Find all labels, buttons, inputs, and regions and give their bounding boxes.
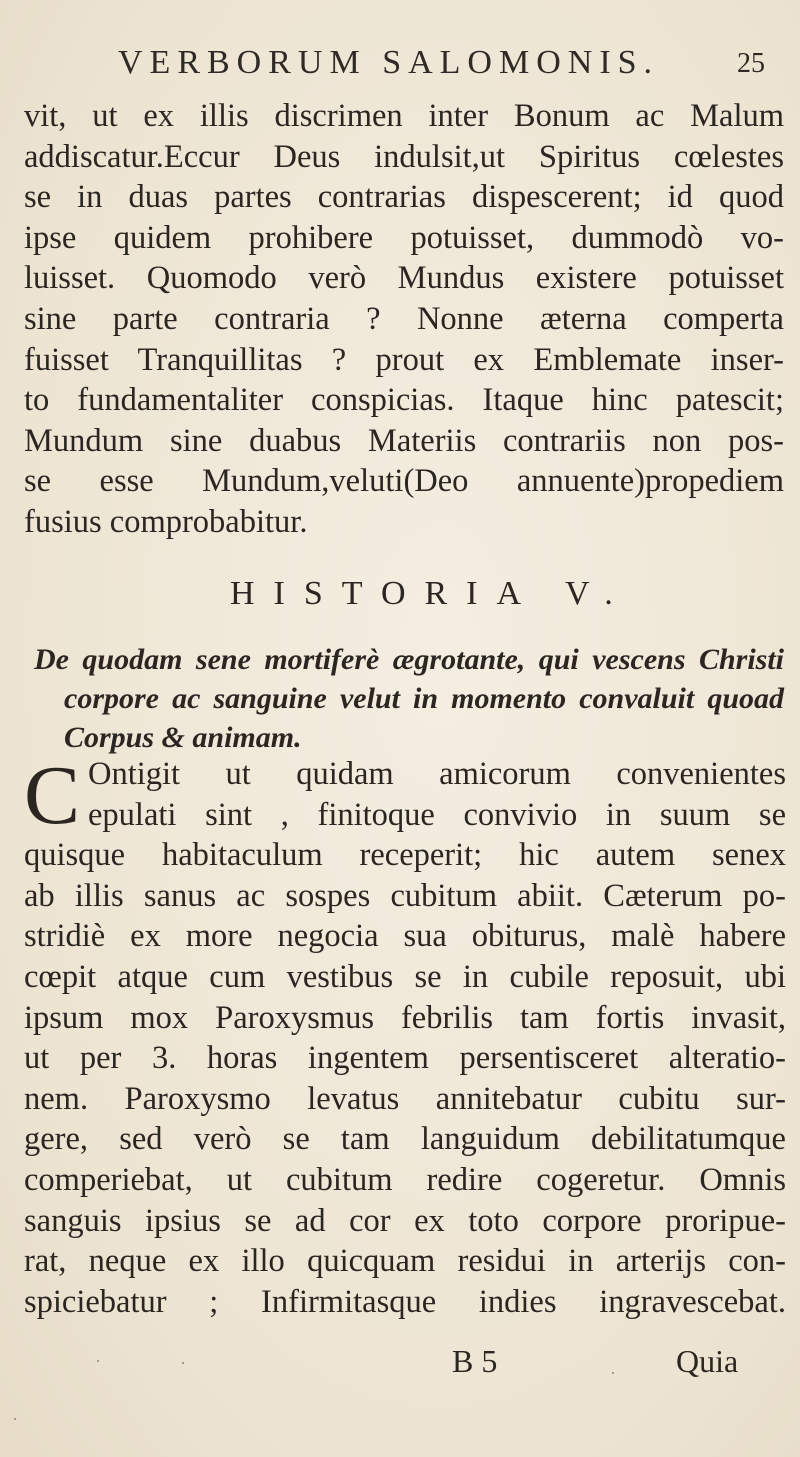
catchword: Quia [676, 1343, 739, 1379]
text-line: se esse Mundum,veluti(Deo annuente)propediem [24, 463, 784, 500]
paper-speck [182, 1362, 184, 1364]
text-line: se in duas partes contrarias dispescerent; id quod [24, 179, 784, 216]
text-line: Ontigit ut quidam amicorum convenientes [88, 756, 786, 792]
text-line: ab illis sanus ac sospes cubitum abiit. Cæterum po- [24, 877, 786, 914]
text-line: gere, sed verò se tam languidum debilitatumque [24, 1121, 786, 1158]
text-line: addiscatur.Eccur Deus indulsit,ut Spiritus cœlestes [24, 138, 784, 175]
text-line: vit, ut ex illis discrimen inter Bonum ac Malum [24, 98, 784, 134]
text-line: sine parte contraria ? Nonne æterna comperta [24, 300, 784, 337]
running-title: VERBORUM SALOMONIS. [118, 44, 660, 81]
drop-cap: C [24, 749, 81, 842]
text-line: epulati sint , finitoque convivio in suum se [88, 796, 786, 833]
text-line: ipsum mox Paroxysmus febrilis tam fortis invasit, [24, 999, 786, 1036]
page-footer [0, 1343, 800, 1387]
paper-speck [612, 1372, 614, 1374]
text-line: fusius comprobabitur. [24, 503, 308, 540]
text-line: Mundum sine duabus Materiis contrariis non pos- [24, 422, 784, 459]
section-subtitle [34, 640, 784, 757]
paper-speck [14, 1418, 16, 1420]
text-line: comperiebat, ut cubitum redire cogeretur. Omnis [24, 1161, 786, 1198]
text-line: nem. Paroxysmo levatus annitebatur cubitu sur- [24, 1080, 786, 1117]
text-line: spiciebatur ; Infirmitasque indies ingravescebat. [24, 1283, 786, 1320]
text-line: ipse quidem prohibere potuisset, dummodò vo- [24, 219, 784, 256]
subtitle-line: Corpus & animam. [64, 721, 302, 754]
text-line: sanguis ipsius se ad cor ex toto corpore proripue- [24, 1202, 786, 1239]
paper-speck [97, 1360, 99, 1362]
subtitle-line: De quodam sene mortiferè ægrotante, qui vescens Christi [34, 643, 784, 676]
text-line: cœpit atque cum vestibus se in cubile reposuit, ubi [24, 958, 786, 995]
subtitle-line: corpore ac sanguine velut in momento convaluit quoad [64, 682, 784, 715]
text-line: luisset. Quomodo verò Mundus existere potuisset [24, 260, 784, 297]
text-line: rat, neque ex illo quicquam residui in arterijs con- [24, 1243, 786, 1280]
body-paragraph [24, 96, 784, 543]
section-heading: HISTORIA V. [230, 575, 632, 612]
signature-mark: B 5 [452, 1343, 498, 1379]
text-line: quisque habitaculum receperit; hic autem senex [24, 837, 786, 874]
page-header [0, 44, 800, 94]
page-number: 25 [737, 48, 765, 79]
text-line: ut per 3. horas ingentem persentisceret alteratio- [24, 1040, 786, 1077]
text-line: to fundamentaliter conspicias. Itaque hinc patescit; [24, 382, 784, 419]
text-line: stridiè ex more negocia sua obiturus, malè habere [24, 918, 786, 955]
chapter-paragraph [24, 749, 786, 1322]
text-line: fuisset Tranquillitas ? prout ex Emblemate inser- [24, 341, 784, 378]
